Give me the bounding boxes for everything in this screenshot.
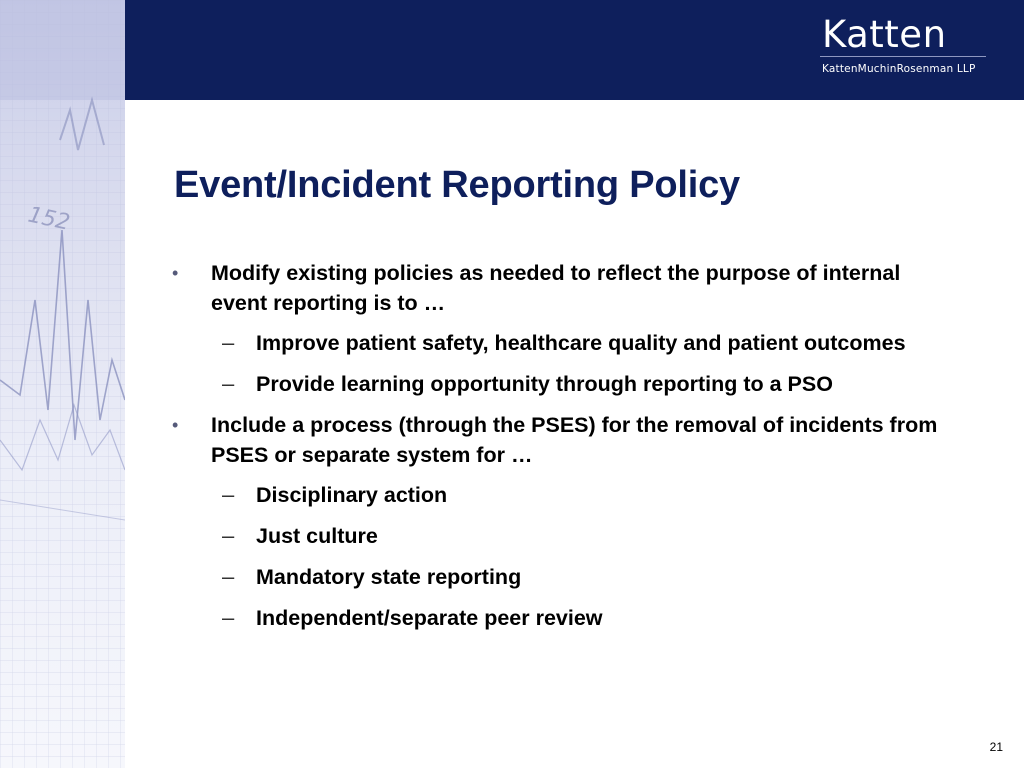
logo-divider <box>820 56 986 57</box>
bullet-text: Modify existing policies as needed to reflect the purpose of internal event reporting is to … <box>211 261 901 315</box>
bullet-marker: • <box>172 263 179 283</box>
sub-bullet-text: Disciplinary action <box>256 483 448 507</box>
sub-bullet-item <box>170 480 970 510</box>
ecg-chart-decoration <box>0 0 125 768</box>
katten-logo <box>820 14 988 75</box>
bullet-item <box>170 258 970 318</box>
sub-bullet-text: Independent/separate peer review <box>256 606 603 630</box>
sub-bullet-item <box>170 603 970 633</box>
decorative-left-strip <box>0 0 125 768</box>
bullet-item <box>170 410 970 470</box>
sub-bullet-text: Just culture <box>256 524 378 548</box>
logo-name: Katten <box>822 13 947 56</box>
sub-bullet-text: Provide learning opportunity through reporting to a PSO <box>256 372 833 396</box>
sub-bullet-item <box>170 328 970 358</box>
dash-marker: – <box>222 564 235 589</box>
dash-marker: – <box>222 605 235 630</box>
sub-bullet-item <box>170 369 970 399</box>
slide-title: Event/Incident Reporting Policy <box>174 164 740 206</box>
dash-marker: – <box>222 371 235 396</box>
sub-bullet-item <box>170 562 970 592</box>
sub-bullet-text: Improve patient safety, healthcare quality and patient outcomes <box>256 331 906 355</box>
dash-marker: – <box>222 330 235 355</box>
strip-tick-label: 152 <box>25 202 73 236</box>
dash-marker: – <box>222 482 235 507</box>
dash-marker: – <box>222 523 235 548</box>
bullet-text: Include a process (through the PSES) for the removal of incidents from PSES or separate system for … <box>211 413 938 467</box>
logo-firm-name: KattenMuchinRosenman LLP <box>822 63 976 75</box>
bullet-list <box>170 258 970 644</box>
page-number: 21 <box>989 740 1003 754</box>
bullet-marker: • <box>172 415 179 435</box>
header-bar <box>125 0 1024 100</box>
sub-bullet-text: Mandatory state reporting <box>256 565 522 589</box>
sub-bullet-item <box>170 521 970 551</box>
